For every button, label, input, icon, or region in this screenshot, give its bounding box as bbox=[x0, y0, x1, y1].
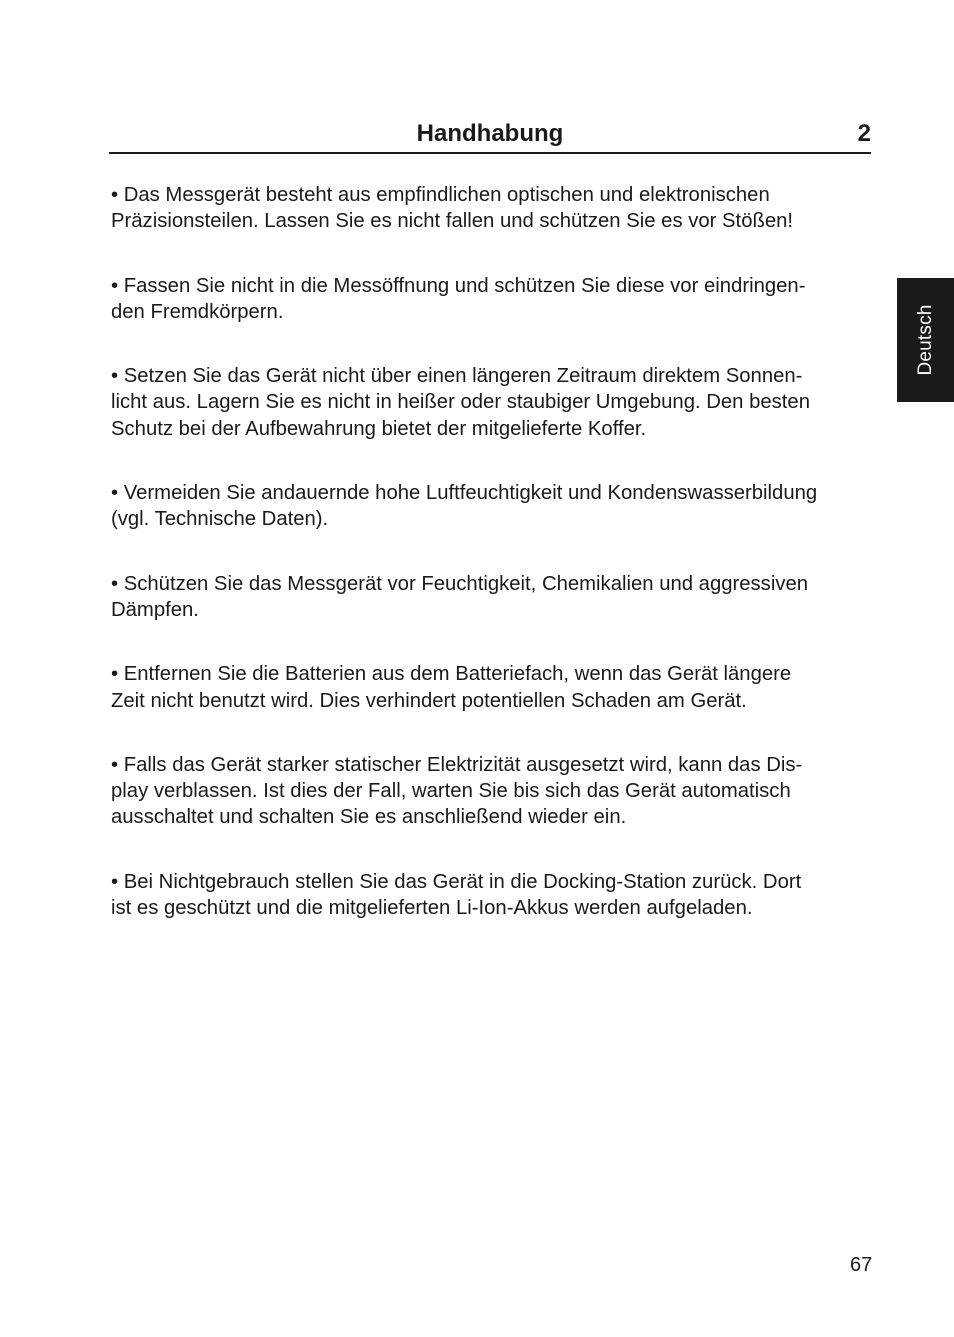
instruction-paragraph: • Vermeiden Sie andauernde hohe Luftfeuchtigkeit und Kondenswasserbildung (vgl. Technische Daten). bbox=[111, 482, 818, 531]
page-header bbox=[109, 118, 871, 154]
page-number: 67 bbox=[850, 1254, 873, 1276]
instruction-paragraph: • Bei Nichtgebrauch stellen Sie das Gerät in die Docking-Station zurück. Dort ist es geschützt und die mitgelieferten Li-Ion-Akkus werden aufgeladen. bbox=[111, 870, 802, 920]
instruction-paragraph: • Schützen Sie das Messgerät vor Feuchtigkeit, Chemikalien und aggressiven Dämpfen. bbox=[111, 572, 809, 621]
instruction-paragraph: • Setzen Sie das Gerät nicht über einen längeren Zeitraum direktem Sonnen- licht aus. Lagern Sie es nicht in heißer oder staubiger Umgebung. Den besten Schutz bei der Aufbewahrung bietet der mitgelieferte Koffer. bbox=[111, 365, 810, 440]
instruction-paragraph: • Entfernen Sie die Batterien aus dem Batteriefach, wenn das Gerät längere Zeit nicht benutzt wird. Dies verhindert potentiellen Schaden am Gerät. bbox=[111, 663, 792, 712]
page-title: Handhabung bbox=[416, 120, 564, 147]
language-tab-label: Deutsch bbox=[914, 304, 936, 376]
instruction-paragraph: • Fassen Sie nicht in die Messöffnung und schützen Sie diese vor eindringen- den Fremdkörpern. bbox=[111, 274, 806, 323]
language-tab bbox=[897, 278, 954, 402]
handling-instructions bbox=[111, 182, 873, 959]
instruction-paragraph: • Das Messgerät besteht aus empfindlichen optischen und elektronischen Präzisionsteilen. Lassen Sie es nicht fallen und schützen Sie es vor Stößen! bbox=[111, 184, 794, 233]
chapter-number: 2 bbox=[857, 120, 871, 147]
instruction-paragraph: • Falls das Gerät starker statischer Elektrizität ausgesetzt wird, kann das Dis- play verblassen. Ist dies der Fall, warten Sie bis sich das Gerät automatisch ausschaltet und schalten Sie es anschließend wieder ein. bbox=[111, 753, 803, 829]
